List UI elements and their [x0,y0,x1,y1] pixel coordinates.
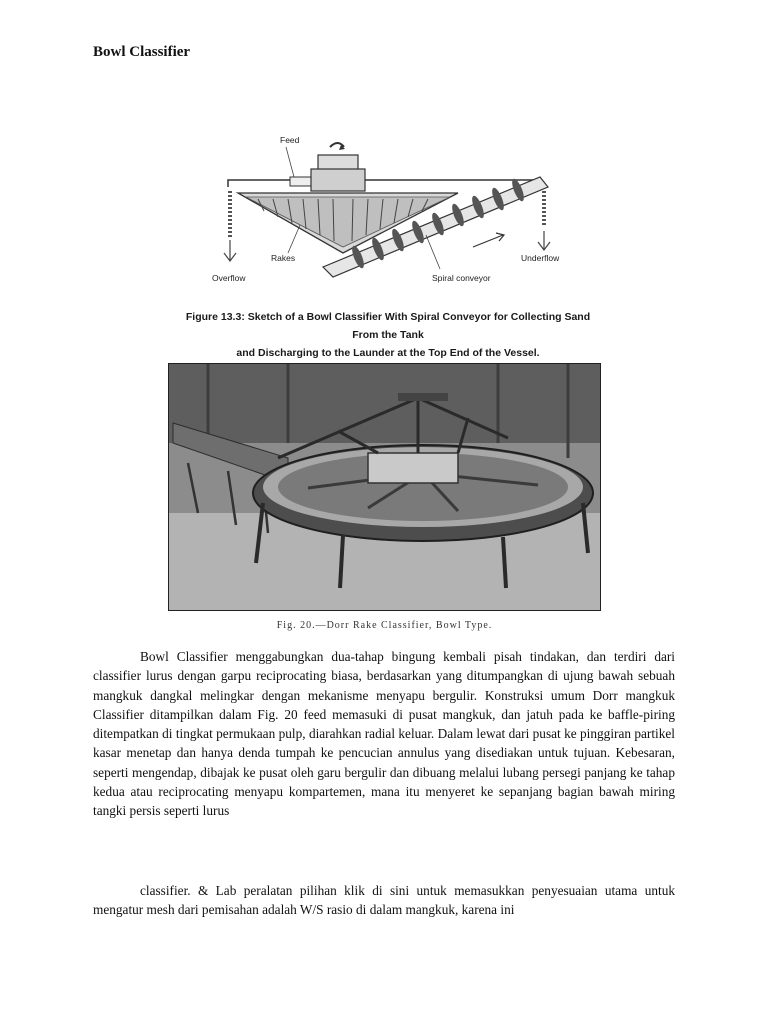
label-underflow: Underflow [521,253,560,263]
label-rakes: Rakes [271,253,296,263]
figure1-caption [178,308,598,362]
page-heading: Bowl Classifier [93,44,191,60]
label-overflow: Overflow [212,273,246,283]
figure2-caption: Fig. 20.—Dorr Rake Classifier, Bowl Type. [276,620,493,631]
figure1-caption-line1: Figure 13.3: Sketch of a Bowl Classifier With Spiral Conveyor for Collecting Sand From the Tank [185,311,591,341]
paragraph-2: classifier. & Lab peralatan pilihan klik di sini untuk memasukkan penyesuaian utama untuk mengatur mesh dari pemisahan adalah W/S rasio di dalam mangkuk, karena ini [93,883,675,918]
dorr-rake-photo-drawing [168,363,601,611]
figure1-caption-line2: and Discharging to the Launder at the Top End of the Vessel. [236,347,540,359]
figure-dorr-rake-photo [168,363,601,611]
figure-bowl-classifier-sketch [178,125,598,359]
paragraph-1: Bowl Classifier menggabungkan dua-tahap bingung kembali pisah tindakan, dan terdiri dari classifier lurus dengan garpu reciprocating biasa, berdasarkan yang ditumpangkan di ujung bawah sebuah mangkuk dangkal melingkar dengan mekanisme menyapu bergulir. Konstruksi umum Dorr mangkuk Classifier ditampilkan dalam Fig. 20 feed memasuki di pusat mangkuk, dan jatuh pada ke baffle-piring ditempatkan di tingkat permukaan pulp, diarahkan radial keluar. Dalam lewat dari pusat ke pinggiran partikel kasar menetap dan hanya denda tumpah ke pencucian annulus yang disediakan untuk tujuan. Kebesaran, seperti mengendap, dibajak ke pusat oleh garu bergulir dan dibuang melalui lubang persegi panjang ke tahap kedua atau reciprocating menyapu kompartemen, mana itu menyeret ke sepanjang bagian bawah miring tangki persis seperti lurus [93,649,675,819]
label-feed: Feed [280,135,300,145]
label-spiral-conveyor: Spiral conveyor [432,273,491,283]
